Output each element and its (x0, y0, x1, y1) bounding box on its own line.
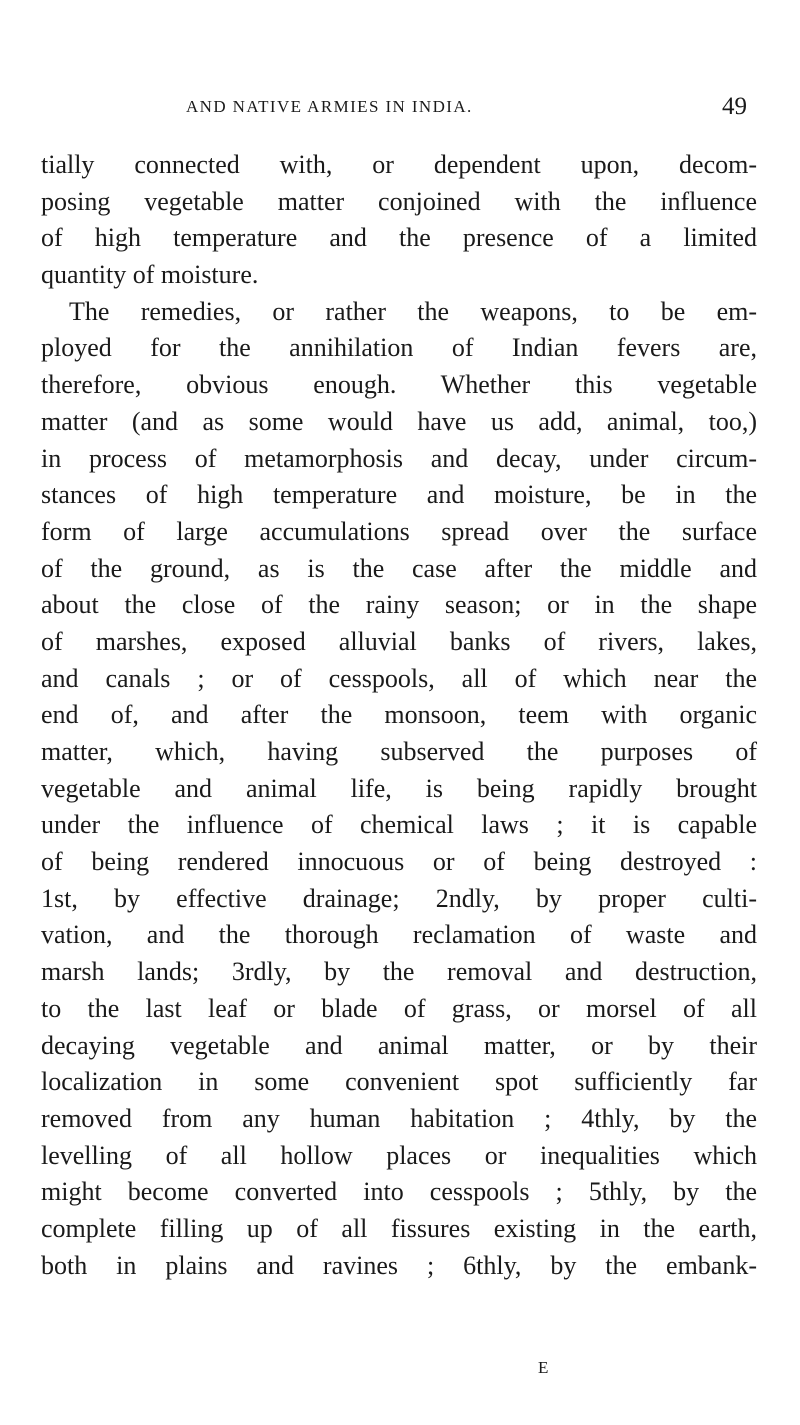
text-line: form of large accumulations spread over the surface (41, 516, 757, 546)
text-line: matter, which, having subserved the purposes of (41, 737, 757, 766)
text-line: posing vegetable matter conjoined with the influence (41, 186, 757, 216)
text-line: vation, and the thorough reclamation of waste and (41, 920, 757, 950)
text-line: end of, and after the monsoon, teem with organic (41, 700, 757, 730)
text-line: of marshes, exposed alluvial banks of rivers, lakes, (41, 626, 757, 656)
text-line: complete filling up of all fissures existing in the earth, (41, 1213, 757, 1243)
text-line: levelling of all hollow places or inequalities which (41, 1140, 757, 1170)
text-line: removed from any human habitation ; 4thly, by the (41, 1103, 757, 1133)
text-line: localization in some convenient spot sufficiently far (41, 1067, 757, 1097)
signature-mark: E (538, 1358, 550, 1377)
text-line: both in plains and ravines ; 6thly, by the embank- (41, 1250, 757, 1280)
text-line: decaying vegetable and animal matter, or by their (41, 1030, 757, 1060)
text-line: 1st, by effective drainage; 2ndly, by proper culti- (41, 883, 757, 913)
text-line: in process of metamorphosis and decay, under circum- (41, 443, 757, 473)
text-line: stances of high temperature and moisture, be in the (41, 480, 757, 510)
text-line: of high temperature and the presence of a limited (41, 223, 757, 253)
body-text (41, 147, 757, 1284)
text-line: of being rendered innocuous or of being destroyed : (41, 847, 757, 877)
text-line: tially connected with, or dependent upon, decom- (41, 150, 757, 179)
text-line: about the close of the rainy season; or in the shape (41, 590, 757, 620)
running-head: AND NATIVE ARMIES IN INDIA. (186, 97, 473, 116)
paragraph-start-line: The remedies, or rather the weapons, to be em- (69, 296, 757, 326)
text-line: ployed for the annihilation of Indian fevers are, (41, 333, 757, 363)
text-line: of the ground, as is the case after the middle and (41, 553, 757, 583)
text-line: might become converted into cesspools ; 5thly, by the (41, 1177, 757, 1207)
text-line: under the influence of chemical laws ; it is capable (41, 810, 757, 840)
text-line: and canals ; or of cesspools, all of which near the (41, 663, 757, 693)
text-line: matter (and as some would have us add, animal, too,) (41, 406, 757, 436)
text-line: vegetable and animal life, is being rapidly brought (41, 773, 757, 803)
text-line: therefore, obvious enough. Whether this vegetable (41, 370, 757, 400)
text-line: to the last leaf or blade of grass, or morsel of all (41, 993, 757, 1023)
page-header (0, 93, 800, 133)
text-line: marsh lands; 3rdly, by the removal and destruction, (41, 957, 757, 987)
text-line: quantity of moisture. (41, 260, 259, 290)
page-number: 49 (722, 93, 747, 120)
